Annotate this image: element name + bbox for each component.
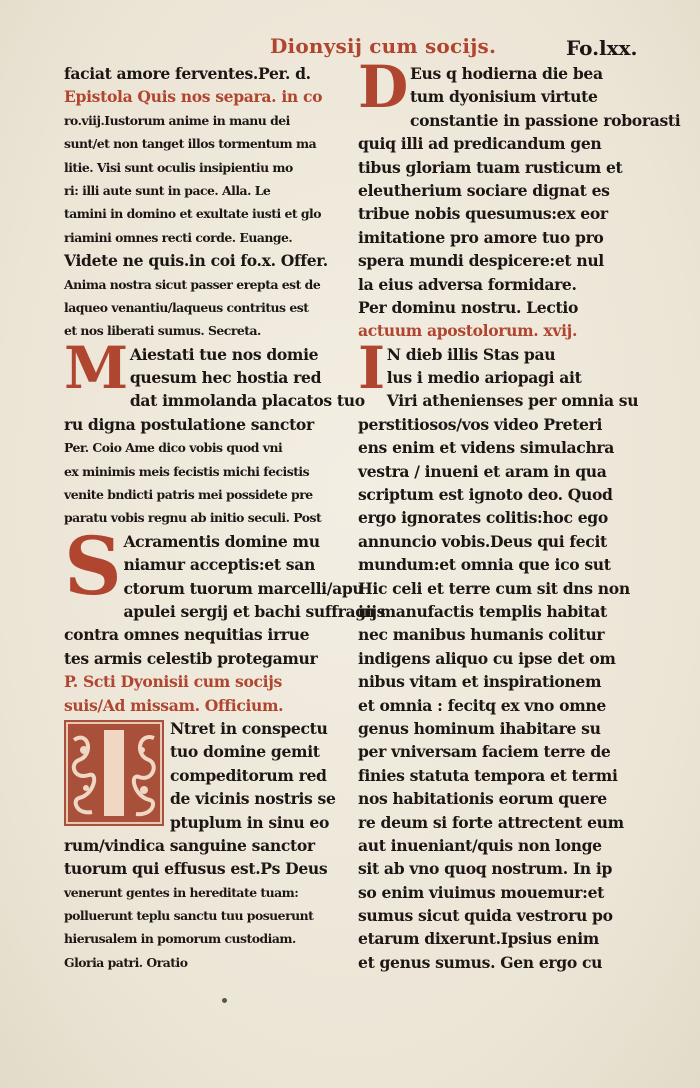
text-line: indigens aliquo cu ipse det om [358,648,616,668]
text-line: sit ab vno quoq nostrum. In ip [358,859,612,879]
text-line: nos habitationis eorum quere [358,789,607,809]
text-line: et genus sumus. Gen ergo cu [358,952,603,972]
text-line: Anima nostra sicut passer erepta est de [64,276,321,292]
text-line: laqueo venantiu/laqueus contritus est [64,299,309,315]
text-line: P. Scti Dyonisii cum socijs [64,672,282,692]
text-line: so enim viuimus mouemur:et [358,882,605,902]
running-head: Dionysij cum socijs. [270,34,497,58]
text-line: polluerunt teplu sanctu tuu posuerunt [64,908,314,924]
text-line: N dieb illis Stas pau [386,344,556,364]
text-line: tuo domine gemit [170,742,320,762]
text-line: litie. Visi sunt oculis insipientiu mo [64,159,293,175]
text-line: Viri athenienses per omnia su [386,391,639,411]
text-line: faciat amore ferventes.Per. d. [64,64,311,83]
foliate-ornament-icon [64,720,164,826]
text-line: riamini omnes recti corde. Euange. [64,229,293,245]
text-line: compeditorum red [170,765,327,785]
text-line: Epistola Quis nos separa. in co [64,87,323,107]
text-line: ptuplum in sinu eo [170,812,330,832]
initial-m: M [64,333,128,402]
text-line: constantie in passione roborasti [409,110,681,130]
text-line: ctorum tuorum marcelli/apu [123,578,364,598]
text-line: de vicinis nostris se [170,789,336,809]
paper-speck [222,998,227,1003]
text-line: perstitiosos/vos video Preteri [358,414,603,434]
text-line: eleutherium sociare dignat es [358,180,610,200]
text-line: aut inueniant/quis non longe [358,835,602,855]
initial-i: I [358,333,385,402]
text-line: ergo ignorates colitis:hoc ego [358,508,608,528]
text-line: Per. Coio Ame dico vobis quod vni [64,440,283,456]
text-line: spera mundi despicere:et nul [358,251,604,271]
text-line: ri: illi aute sunt in pace. Alla. Le [64,182,271,198]
text-line: genus hominum ihabitare su [358,718,601,738]
text-line: sunt/et non tanget illos tormentum ma [64,136,317,152]
text-line: in manufactis templis habitat [358,601,607,621]
text-line: mundum:et omnia que ico sut [358,555,611,575]
text-line: tribue nobis quesumus:ex eor [358,204,608,224]
text-line: etarum dixerunt.Ipsius enim [358,929,599,949]
text-line: suis/Ad missam. Officium. [64,695,284,715]
text-line: rum/vindica sanguine sanctor [64,835,315,855]
text-line: et omnia : fecitq ex vno omne [358,695,606,715]
text-line: tum dyonisium virtute [409,87,598,107]
text-line: nec manibus humanis colitur [358,625,605,645]
text-line: niamur acceptis:et san [123,555,315,575]
text-line: Gloria patri. Oratio [64,954,188,970]
text-line: hierusalem in pomorum custodiam. [64,931,296,947]
text-line: Acramentis domine mu [123,531,320,551]
text-line: finies statuta tempora et termi [358,765,618,785]
text-line: imitatione pro amore tuo pro [358,227,604,247]
text-line: quiq illi ad predicandum gen [358,134,602,154]
text-line: actuum apostolorum. xvij. [358,321,578,341]
text-line: sumus sicut quida vestroru po [358,906,613,926]
initial-d: D [358,53,408,121]
folio-number: Fo.lxx. [566,36,638,60]
left-column [64,62,386,974]
text-line: nibus vitam et inspirationem [358,672,602,692]
text-line: lus i medio ariopagi ait [386,368,582,388]
text-line: quesum hec hostia red [129,368,322,388]
text-line: ro.viij.Iustorum anime in manu dei [64,112,290,128]
text-line: ru digna postulatione sanctor [64,414,314,434]
text-line: la eius adversa formidare. [358,274,577,294]
decorated-initial-i [64,720,164,826]
text-line: apulei sergij et bachi suffragijs [123,601,386,621]
right-column [358,53,681,974]
text-line: Videte ne quis.in coi fo.x. Offer. [64,251,328,271]
text-line: vestra / inueni et aram in qua [358,461,607,481]
text-line: tamini in domino et exultate iusti et glo [64,206,322,222]
text-line: et nos liberati sumus. Secreta. [64,323,261,339]
text-line: venerunt gentes in hereditate tuam: [64,884,299,900]
text-line: scriptum est ignoto deo. Quod [358,485,613,505]
text-line: per vniversam faciem terre de [358,742,611,762]
text-line: tibus gloriam tuam rusticum et [358,157,623,177]
text-line: tes armis celestib protegamur [64,648,318,668]
text-line: Aiestati tue nos domie [129,344,319,364]
text-line: Hic celi et terre cum sit dns non [358,578,630,598]
text-line: Per dominu nostru. Lectio [358,297,578,317]
text-line: Eus q hodierna die bea [409,64,603,83]
text-line: dat immolanda placatos tuo [129,391,365,411]
text-line: ex minimis meis fecistis michi fecistis [64,463,310,479]
text-line: venite bndicti patris mei possidete pre [64,487,313,503]
text-line: contra omnes nequitias irrue [64,625,310,645]
text-line: ens enim et videns simulachra [358,438,615,458]
text-line: annuncio vobis.Deus qui fecit [358,531,607,551]
text-line: paratu vobis regnu ab initio seculi. Post [64,510,322,526]
text-line: tuorum qui effusus est.Ps Deus [64,859,328,879]
text-line: Ntret in conspectu [170,718,328,738]
initial-s: S [64,518,122,613]
text-line: re deum si forte attrectent eum [358,812,624,832]
